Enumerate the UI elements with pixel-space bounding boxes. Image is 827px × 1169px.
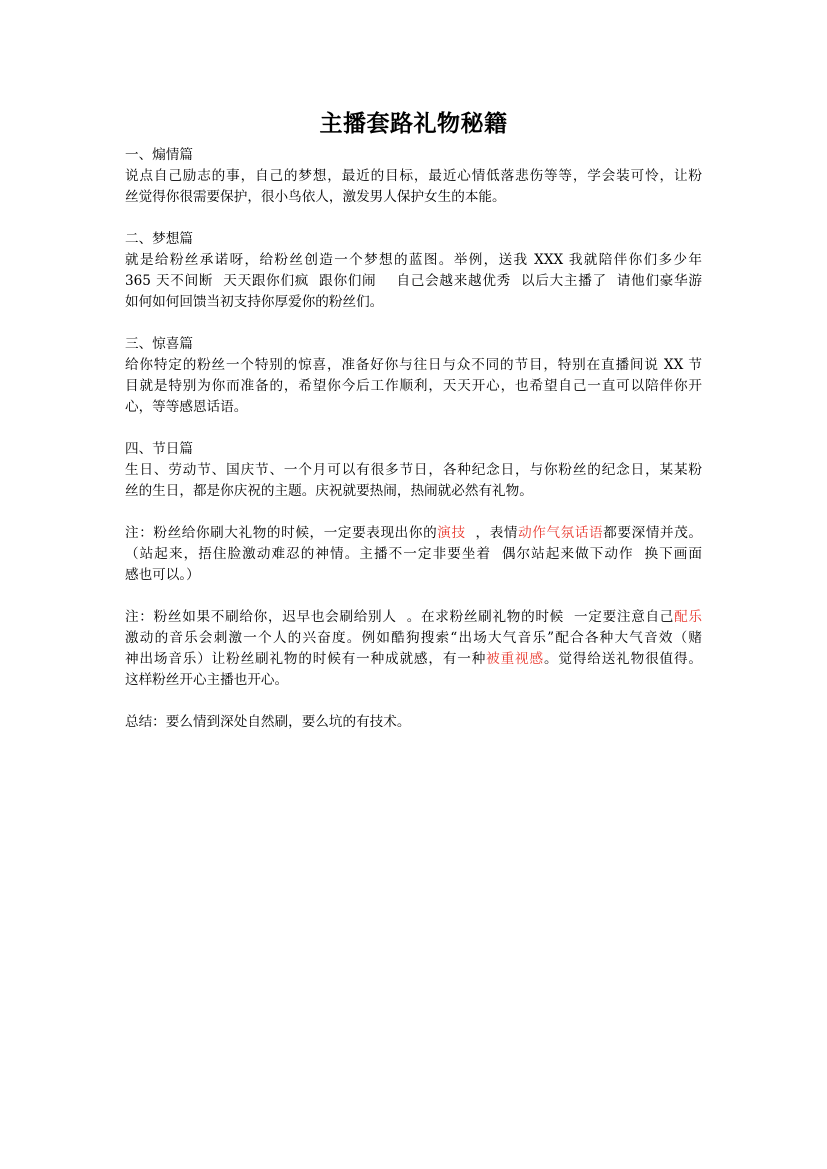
highlight-text: 演技 <box>437 525 466 541</box>
note-line: 感也可以。） <box>125 567 200 583</box>
note-line <box>125 607 702 628</box>
note-line <box>125 523 702 544</box>
highlight-text: 配乐 <box>674 609 702 625</box>
note-text: 注：粉丝如果不刷给你，迟早也会刷给别人 。在求粉丝刷礼物的时候 一定要注意自己 <box>125 609 675 625</box>
paragraph-line: 心，等等感恩话语。 <box>125 399 248 415</box>
section-heading: 二、梦想篇 <box>125 231 193 247</box>
paragraph-line: 365 天不间断 天天跟你们疯 跟你们闹 自己会越来越优秀 以后大主播了 请他们豪华游 <box>125 273 702 289</box>
paragraph-line: 丝觉得你很需要保护，很小鸟依人，激发男人保护女生的本能。 <box>125 189 506 205</box>
note-line: 这样粉丝开心主播也开心。 <box>125 672 289 688</box>
document-body <box>125 145 702 733</box>
section-heading: 四、节日篇 <box>125 441 193 457</box>
note-text: 神出场音乐）让粉丝刷礼物的时候有一种成就感，有一种 <box>125 651 487 667</box>
note-text: 。觉得给送礼物很值得。 <box>543 651 703 667</box>
paragraph-line: 就是给粉丝承诺呀，给粉丝创造一个梦想的蓝图。举例，送我 XXX 我就陪伴你们多少年 <box>125 252 702 268</box>
blank-line <box>125 586 702 607</box>
paragraph-line: 生日、劳动节、国庆节、一个月可以有很多节日，各种纪念日，与你粉丝的纪念日，某某粉 <box>125 462 702 478</box>
highlight-text: 动作气氛话语 <box>518 525 604 541</box>
section-heading: 三、惊喜篇 <box>125 336 193 352</box>
note-line <box>125 649 702 670</box>
note-line: 激动的音乐会刺激一个人的兴奋度。例如酷狗搜索“出场大气音乐”配合各种大气音效（赌 <box>125 630 702 646</box>
paragraph-line: 丝的生日，都是你庆祝的主题。庆祝就要热闹，热闹就必然有礼物。 <box>125 483 533 499</box>
blank-line <box>125 208 702 229</box>
paragraph-line: 给你特定的粉丝一个特别的惊喜，准备好你与往日与众不同的节目，特别在直播间说 XX 节 <box>125 357 702 373</box>
summary-line: 总结：要么情到深处自然刷，要么坑的有技术。 <box>125 714 411 730</box>
note-text: 都要深情并茂。 <box>603 525 703 541</box>
paragraph-line: 如何如何回馈当初支持你厚爱你的粉丝们。 <box>125 294 384 310</box>
blank-line <box>125 313 702 334</box>
note-text: 注：粉丝给你刷大礼物的时候，一定要表现出你的 <box>125 525 438 541</box>
document-title: 主播套路礼物秘籍 <box>319 110 508 137</box>
blank-line <box>125 502 702 523</box>
paragraph-line: 目就是特别为你而准备的，希望你今后工作顺利，天天开心，也希望自己一直可以陪伴你开 <box>125 378 702 394</box>
blank-line <box>125 418 702 439</box>
blank-line <box>125 691 702 712</box>
highlight-text: 被重视感 <box>486 651 544 667</box>
note-text: ，表情 <box>465 525 519 541</box>
note-line: （站起来，捂住脸激动难忍的神情。主播不一定非要坐着 偶尔站起来做下动作 换下画面 <box>125 546 702 562</box>
section-heading: 一、煽情篇 <box>125 147 193 163</box>
paragraph-line: 说点自己励志的事，自己的梦想，最近的目标，最近心情低落悲伤等等，学会装可怜，让粉 <box>125 168 702 184</box>
